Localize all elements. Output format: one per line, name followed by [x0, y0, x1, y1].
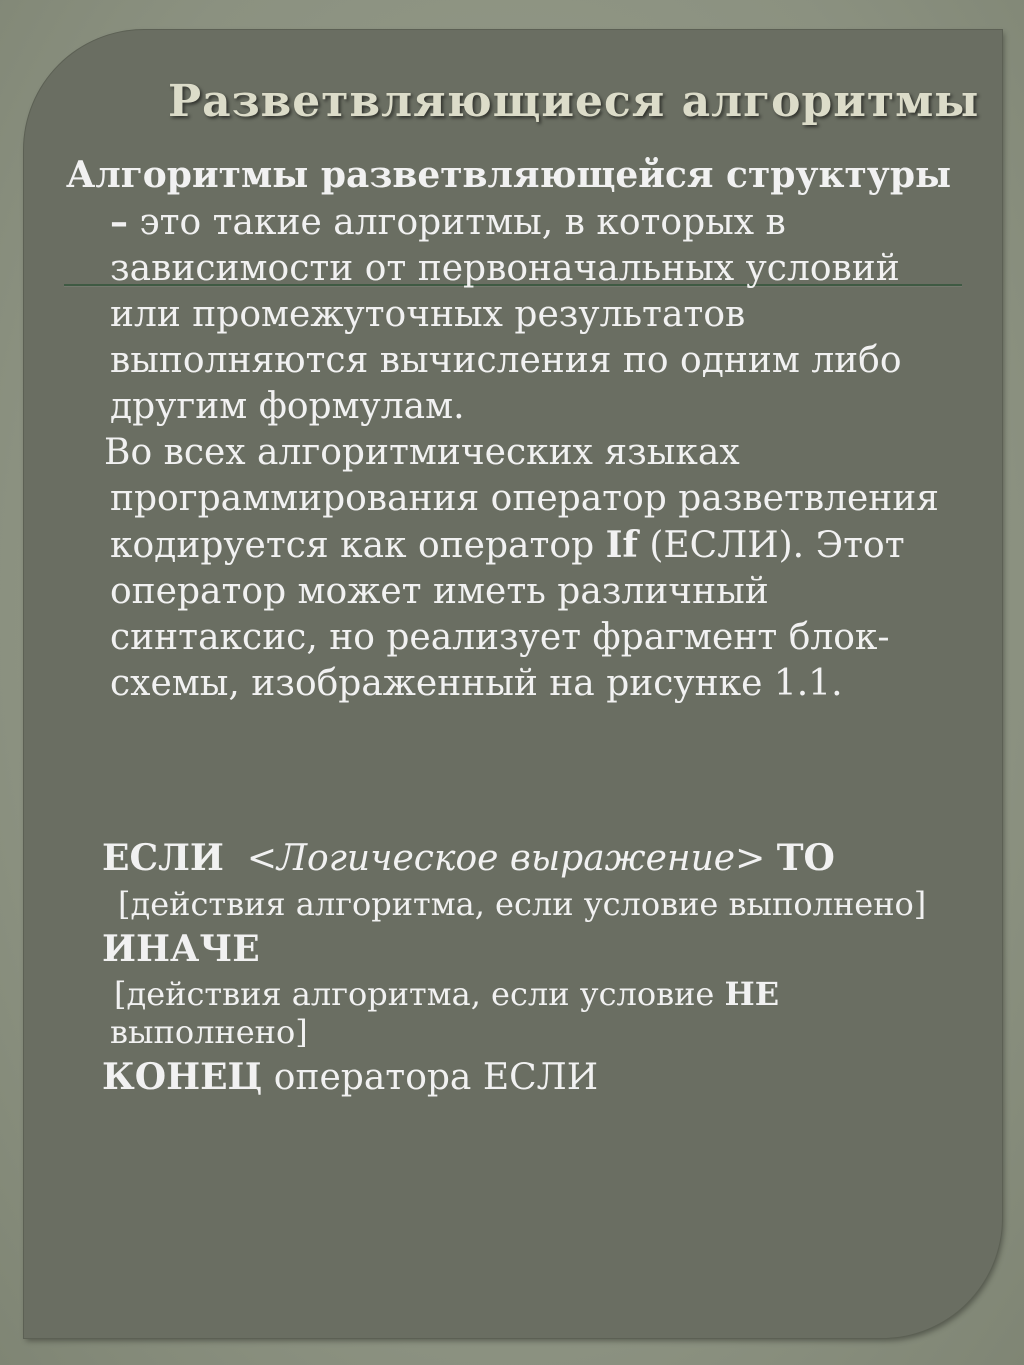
syntax-else-action-suffix: выполнено]	[110, 1013, 308, 1051]
syntax-end-line	[102, 1051, 952, 1104]
syntax-if-keyword: ЕСЛИ	[102, 837, 224, 879]
syntax-else-not: НЕ	[724, 975, 780, 1013]
definition-term: Алгоритмы разветвляющейся структуры –	[66, 154, 952, 243]
if-keyword: If	[605, 524, 638, 566]
syntax-condition: <Логическое выражение>	[246, 838, 766, 879]
slide-body	[62, 152, 962, 707]
if-operator-paragraph	[62, 430, 962, 707]
syntax-then-action: [действия алгоритма, если условие выполнено]	[118, 885, 927, 923]
paragraph2-after: (ЕСЛИ). Этот оператор может иметь различный синтаксис, но реализует фрагмент блок-схемы, изображенный на рисунке 1.1.	[110, 525, 905, 704]
paragraph2-before: Во всех алгоритмических языках программирования оператор разветвления кодируется как оператор	[104, 432, 940, 566]
syntax-then-keyword: ТО	[776, 837, 835, 879]
slide-title: Разветвляющиеся алгоритмы	[168, 76, 980, 127]
definition-text: это такие алгоритмы, в которых в зависимости от первоначальных условий или промежуточных результатов выполняются вычисления по одним либо другим формулам.	[110, 202, 902, 427]
syntax-block	[102, 832, 952, 1104]
definition-paragraph	[62, 152, 962, 430]
syntax-else-keyword: ИНАЧЕ	[102, 928, 260, 970]
syntax-else-action-prefix: [действия алгоритма, если условие	[114, 975, 725, 1013]
syntax-end-text: оператора ЕСЛИ	[262, 1057, 599, 1098]
syntax-end-keyword: КОНЕЦ	[102, 1056, 263, 1098]
syntax-if-line	[102, 832, 952, 885]
syntax-else-action	[102, 975, 952, 1051]
